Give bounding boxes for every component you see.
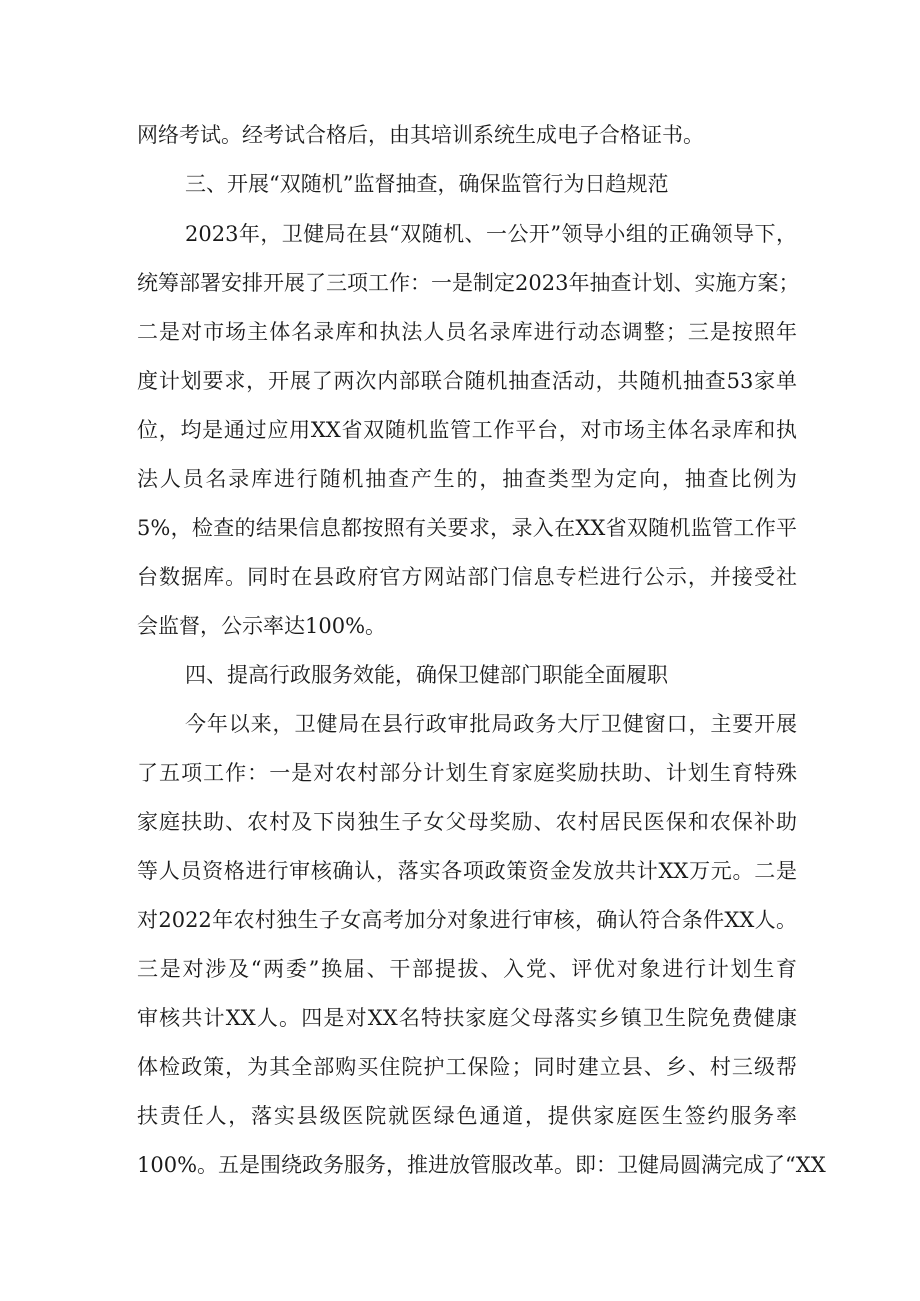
section-heading-3: 三、开展“双随机”监督抽查，确保监管行为日趋规范 bbox=[185, 172, 669, 196]
paragraph-line: 等人员资格进行审核确认，落实各项政策资金发放共计XX万元。二是 bbox=[137, 859, 797, 883]
paragraph-line: 了五项工作：一是对农村部分计划生育家庭奖励扶助、计划生育特殊 bbox=[137, 761, 797, 785]
paragraph-line: 会监督，公示率达100%。 bbox=[137, 614, 387, 638]
paragraph-line: 台数据库。同时在县政府官方网站部门信息专栏进行公示，并接受社 bbox=[137, 565, 797, 589]
paragraph-line: 体检政策，为其全部购买住院护工保险；同时建立县、乡、村三级帮 bbox=[137, 1055, 797, 1079]
paragraph-line: 三是对涉及“两委”换届、干部提拔、入党、评优对象进行计划生育 bbox=[137, 957, 797, 981]
paragraph-line: 审核共计XX人。四是对XX名特扶家庭父母落实乡镇卫生院免费健康 bbox=[137, 1006, 797, 1030]
paragraph-line: 位，均是通过应用XX省双随机监管工作平台，对市场主体名录库和执 bbox=[137, 418, 797, 442]
paragraph-line: 扶责任人，落实县级医院就医绿色通道，提供家庭医生签约服务率 bbox=[137, 1104, 797, 1128]
paragraph-line: 度计划要求，开展了两次内部联合随机抽查活动，共随机抽查53家单 bbox=[137, 369, 797, 393]
paragraph-line: 网络考试。经考试合格后，由其培训系统生成电子合格证书。 bbox=[137, 123, 704, 147]
paragraph-line: 5%，检查的结果信息都按照有关要求，录入在XX省双随机监管工作平 bbox=[137, 516, 797, 540]
section-heading-4: 四、提高行政服务效能，确保卫健部门职能全面履职 bbox=[185, 663, 668, 687]
paragraph-line: 对2022年农村独生子女高考加分对象进行审核，确认符合条件XX人。 bbox=[137, 908, 797, 932]
paragraph-line: 统筹部署安排开展了三项工作：一是制定2023年抽查计划、实施方案； bbox=[137, 271, 800, 295]
paragraph-line: 家庭扶助、农村及下岗独生子女父母奖励、农村居民医保和农保补助 bbox=[137, 810, 797, 834]
paragraph-line: 2023年，卫健局在县“双随机、一公开”领导小组的正确领导下， bbox=[185, 222, 797, 246]
paragraph-line: 二是对市场主体名录库和执法人员名录库进行动态调整；三是按照年 bbox=[137, 320, 797, 344]
paragraph-line: 今年以来，卫健局在县行政审批局政务大厅卫健窗口，主要开展 bbox=[185, 712, 797, 736]
paragraph-line: 100%。五是围绕政务服务，推进放管服改革。即：卫健局圆满完成了“XX bbox=[137, 1153, 826, 1177]
paragraph-line: 法人员名录库进行随机抽查产生的，抽查类型为定向，抽查比例为 bbox=[137, 467, 797, 491]
